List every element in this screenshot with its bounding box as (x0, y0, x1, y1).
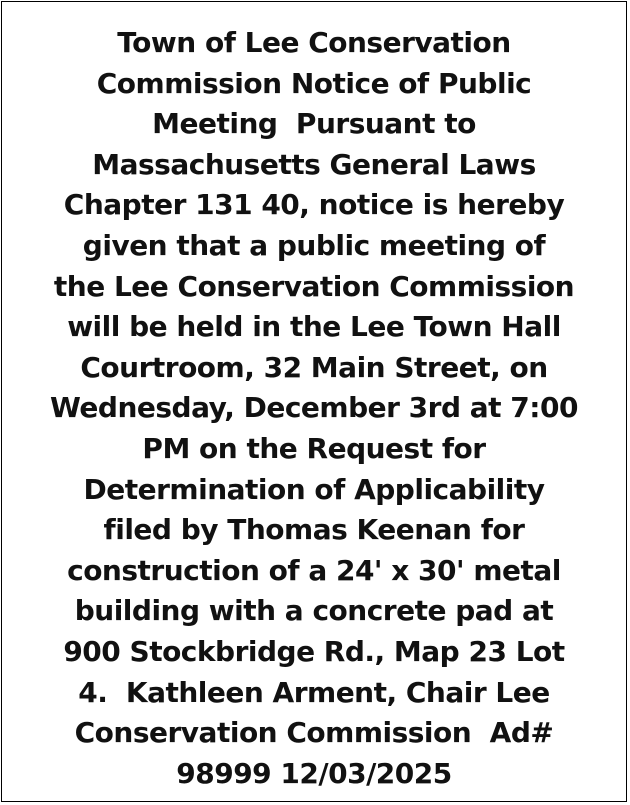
notice-line: 4. Kathleen Arment, Chair Lee (78, 675, 550, 709)
notice-line: Town of Lee Conservation (117, 26, 511, 59)
legal-notice-text (24, 23, 604, 794)
notice-line: Massachusetts General Laws (92, 147, 536, 181)
legal-notice-frame (1, 1, 627, 802)
notice-line: 98999 12/03/2025 (176, 756, 452, 790)
notice-line: 900 Stockbridge Rd., Map 23 Lot (63, 634, 565, 668)
notice-line: will be held in the Lee Town Hall (67, 310, 561, 344)
notice-line: building with a concrete pad at (74, 594, 554, 628)
notice-line: Courtroom, 32 Main Street, on (80, 350, 548, 384)
notice-line: given that a public meeting of (82, 228, 546, 262)
notice-line: PM on the Request for (142, 431, 486, 465)
notice-line: Meeting Pursuant to (152, 107, 476, 141)
notice-line: Determination of Applicability (83, 472, 545, 506)
notice-line: construction of a 24' x 30' metal (67, 553, 561, 587)
notice-line: the Lee Conservation Commission (53, 269, 575, 303)
notice-line: Conservation Commission Ad# (74, 716, 554, 750)
notice-line: Chapter 131 40, notice is hereby (63, 188, 565, 222)
notice-line: Wednesday, December 3rd at 7:00 (50, 391, 578, 425)
notice-line: Commission Notice of Public (96, 66, 532, 100)
notice-line: filed by Thomas Keenan for (103, 513, 525, 547)
